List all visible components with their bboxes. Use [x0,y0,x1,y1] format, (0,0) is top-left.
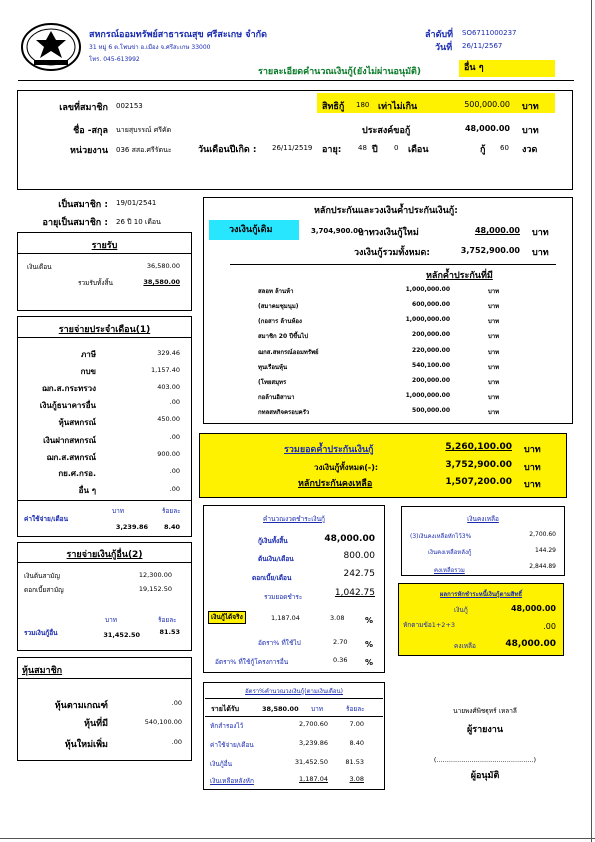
collateral-item-unit: บาท [488,394,500,401]
org-address: 31 หมู่ 6 ต.โพนข่า อ.เมือง จ.ศรีสะเกษ 33000 [89,44,211,51]
installment-total-label: รวมยอดชำระ [264,593,303,601]
new-limit: 48,000.00 [474,226,520,235]
member-unit: 036 สสอ.ศรีรัตนะ [116,146,172,154]
loan-total-pct: 81.53 [159,628,180,636]
expense-value: 1,157.40 [151,366,180,374]
loan-expense-title-line [17,562,192,563]
expense-label: ฌก.ส.กระทรวง [41,384,96,393]
footer-pct: 8.40 [163,523,180,531]
rate-row-value: 1,187.04 [299,775,328,783]
settlement-loan: 48,000.00 [510,604,556,613]
loan-principal-label: เงินต้นสามัญ [24,572,60,580]
rate-table-title: อัตรา%คำนวณวงเงินกู้(ตามเงินเดือน) [245,688,343,695]
collateral-item-value: 200,000.00 [412,331,450,338]
member-age-label: อายุเป็นสมาชิก : [42,218,108,228]
income-total-label: รวมรับทั้งสิ้น [78,279,113,287]
loan-type-badge [459,60,555,77]
requested-amount: 48,000.00 [464,124,510,133]
settlement-deduct: .00 [543,622,556,631]
member-no-label: เลขที่สมาชิก [59,103,108,113]
total-limit-baht: บาท [532,248,549,258]
loan-baht-col: บาท [105,616,118,624]
expense-label: อื่น ๆ [78,486,96,495]
payable-label: เงินกู้ได้จริง [211,613,243,621]
expense-value: 403.00 [157,383,180,391]
rate-other-label: อัตรา% ที่ใช้กู้โครงการอื่น [215,658,289,666]
collateral-divider [230,264,556,265]
salary-label: เงินเดือน [27,263,52,271]
collateral-item-label: สลอท ล้านห้า [258,288,294,295]
right-label: สิทธิกู้ [322,102,345,112]
rate-row-pct: 8.40 [349,739,364,747]
footer-pct-col: ร้อยละ [162,507,181,515]
expense-value: 329.46 [157,349,180,357]
collateral-item-unit: บาท [488,303,500,310]
collateral-item-label: ฌกส.สหกรณ์ออมทรัพย์ [258,349,319,356]
settlement-balance-label: คงเหลือ [454,642,476,650]
settlement-balance: 48,000.00 [505,639,556,649]
page-title: รายละเอียดคำนวณเงินกู้(ยังไม่ผ่านอนุมัติ) [258,67,421,77]
requested-label: ประสงค์ขอกู้ [362,126,411,136]
rate-row-label: เงินกู้อื่น [210,760,233,768]
shares-have-label: หุ้นที่มี [84,719,108,729]
collateral-item-value: 1,000,000.00 [405,316,450,323]
loan-pct-col: ร้อยละ [158,616,177,624]
remaining-row3: 2,844.89 [529,563,556,570]
remaining-money-title: เงินคงเหลือ [467,515,499,523]
page-right-edge [591,0,592,842]
collateral-item-value: 500,000.00 [412,407,450,414]
reporter-name: นายพงศ์พิชฐุทร์ เหลาลี [453,707,517,715]
expense-value: .00 [169,398,180,406]
collateral-item-value: 600,000.00 [412,301,450,308]
installment-interest-label: ดอกเบี้ย/เดือน [252,574,292,582]
logo-seal [20,22,82,72]
income-title-line [17,253,192,254]
header-divider [18,80,574,81]
payable-pct-sign: % [365,616,374,625]
old-limit-baht: บาท [358,228,375,238]
years-label: ปี [372,145,378,155]
borrow-label: กู้ [480,145,486,155]
expense-label: เงินฝากสหกรณ์ [43,436,96,445]
loan-type: อื่น ๆ [464,63,484,73]
member-age: 26 ปี 10 เดือน [116,218,161,226]
collateral-item-unit: บาท [488,409,500,416]
total-limit: 3,752,900.00 [460,246,520,255]
guarantee-all-limit: 3,752,900.00 [445,460,512,470]
rate-row-pct: 3.08 [349,775,364,783]
collateral-item-value: 200,000.00 [412,377,450,384]
expense-label: กบข [80,367,96,376]
shares-add: .00 [171,738,182,746]
org-phone: โทร. 045-613992 [89,56,140,63]
salary-value: 36,580.00 [146,262,180,270]
collateral-item-label: (กอสาร ล้านห้อง [258,318,302,325]
member-since: 19/01/2541 [116,199,157,207]
rate-income-label: รายได้รับ [211,705,240,713]
rate-used-label: อัตรา% ที่ใช้ไป [258,639,301,647]
footer-baht-col: บาท [112,507,125,515]
collateral-item-unit: บาท [488,349,500,356]
requested-baht: บาท [522,126,539,136]
rate-table-header-line [205,716,383,717]
seq-label: ลำดับที่ [425,30,454,40]
rate-other: 0.36 [333,656,348,664]
expense-label: หุ้นสหกรณ์ [58,418,96,427]
expense-value: 450.00 [157,415,180,423]
collateral-item-value: 220,000.00 [412,347,450,354]
collateral-item-unit: บาท [488,318,500,325]
guarantee-all-limit-baht: บาท [524,463,541,473]
collateral-item-label: สมาชิก 20 ปีขึ้นไป [258,333,309,340]
collateral-title: หลักประกันและวงเงินค้ำประกันเงินกู้: [314,206,458,216]
date-value: 26/11/2567 [462,42,503,50]
collateral-item-unit: บาท [488,288,500,295]
shares-criteria-label: หุ้นตามเกณฑ์ [54,701,108,711]
collateral-item-value: 1,000,000.00 [405,392,450,399]
date-label: วันที่ [435,43,453,53]
age-label: อายุ: [322,145,342,155]
loan-expense-title: รายจ่ายเงินกู้อื่น(2) [66,550,143,560]
expense-label: เงินกู้ธนาคารอื่น [39,401,96,410]
rate-other-sign: % [365,658,374,667]
right-value: 180 [356,101,370,109]
shares-title: หุ้นสมาชิก [22,666,63,676]
settlement-title: ผลการหักชำระหนี้เงินกู้ตามสิทธิ์ [439,591,523,598]
guarantee-total: 5,260,100.00 [445,442,512,452]
collateral-item-label: ทุนเรือนหุ้น [258,364,288,371]
payable: 1,187.04 [271,614,300,622]
installment-loan: 48,000.00 [324,534,375,544]
loan-principal: 12,300.00 [138,571,172,579]
collateral-item-unit: บาท [488,379,500,386]
approver-role: ผู้อนุมัติ [470,771,500,781]
max-baht: บาท [522,102,539,112]
right-highlight [317,93,555,113]
months-label: เดือน [408,145,429,155]
shares-criteria: .00 [171,699,182,707]
rate-baht-col: บาท [311,705,324,713]
rate-row-value: 31,452.50 [294,758,328,766]
name-label: ชื่อ -สกุล [73,126,108,136]
total-limit-label: วงเงินกู้รวมทั้งหมด: [354,248,430,258]
new-limit-label: วงเงินกู้ใหม่ [374,228,419,238]
collateral-item-label: กทลสหกิจครอบครัว [258,409,310,416]
expense-value: .00 [169,433,180,441]
expense-label: ภาษี [80,350,96,359]
installments-label: งวด [522,145,538,155]
installment-principal: 800.00 [343,551,375,561]
shares-title-line [17,678,192,679]
rate-row-value: 2,700.60 [299,720,328,728]
installment-title: คำนวณงวดชำระเงินกู้ [263,515,325,523]
income-title: รายรับ [91,241,118,251]
remaining-row1: 2,700.60 [529,531,556,538]
monthly-expense-title: รายจ่ายประจำเดือน(1) [58,325,151,335]
guarantee-remaining: 1,507,200.00 [445,477,512,487]
rate-row-label: หักสำรองไว้ [210,722,244,730]
shares-have: 540,100.00 [144,718,182,726]
rate-pct-col: ร้อยละ [346,705,365,713]
settlement-loan-label: เงินกู้ [454,606,468,614]
loan-total: 31,452.50 [103,631,140,639]
member-name: นายสุบรรณ์ ศรีคัด [116,126,172,134]
installment-loan-label: กู้เงินทั้งสิ้น [258,537,288,545]
unit-label: หน่วยงาน [69,146,108,156]
guarantee-remaining-label: หลักประกันคงเหลือ [298,479,373,489]
expense-value: .00 [169,467,180,475]
settlement-deduct-label: หักตามข้อ1+2+3 [403,621,456,629]
remaining-row1-label: (3)เงินคงเหลือหักไว้3% [410,533,472,540]
guarantee-all-limit-label: วงเงินกู้ทั้งหมด(-): [314,463,379,472]
rate-row-pct: 81.53 [345,758,364,766]
monthly-expense-footer-line [17,500,192,501]
footer-amount: 3,239.86 [115,523,148,531]
collateral-list-title: หลักค้ำประกันที่มี [426,271,493,281]
payable-badge [208,611,246,624]
shares-add-label: หุ้นใหม่เพิ่ม [64,740,108,750]
guarantee-total-label: รวมยอดค้ำประกันเงินกู้ [284,445,374,455]
guarantee-total-baht: บาท [524,445,541,455]
guarantee-remaining-baht: บาท [524,480,541,490]
birth-value: 26/11/2519 [272,144,313,152]
member-no: 002153 [116,102,143,110]
remaining-row2-label: เงินคงเหลือหลังกู้ [428,549,472,556]
rate-row-label: เงินเหลือหลังหัก [210,777,254,785]
age-months: 0 [394,144,399,152]
remaining-row3-label: คงเหลือรวม [434,567,465,574]
collateral-item-label: (สมาคมชุมนุม) [258,303,299,310]
reporter-role: ผู้รายงาน [466,725,504,735]
old-limit: 3,704,900.00 [311,227,363,235]
collateral-item-unit: บาท [488,333,500,340]
max-amount: 500,000.00 [464,100,510,109]
old-limit-label: วงเงินกู้เดิม [229,225,273,235]
expense-label: กย.ศ.กรอ. [58,469,96,478]
expense-value: 900.00 [157,450,180,458]
rate-table-line [205,698,383,699]
rate-used-sign: % [365,640,374,649]
expense-label: ฌก.ส.สหกรณ์ [46,453,96,462]
collateral-item-unit: บาท [488,364,500,371]
new-limit-baht: บาท [532,228,549,238]
expense-value: .00 [169,485,180,493]
age-years: 48 [358,144,367,152]
installment-principal-label: ต้นเงิน/เดือน [258,555,294,563]
installment-total: 1,042.75 [334,588,375,598]
installments: 60 [500,144,509,152]
member-since-label: เป็นสมาชิก : [58,200,108,210]
seq-value: SO6711000237 [462,29,517,37]
footer-label: ค่าใช้จ่าย/เดือน [24,515,69,523]
page-bottom-edge [0,838,595,839]
not-exceed-label: เท่าไม่เกิน [378,102,418,112]
payable-pct: 3.08 [330,614,345,622]
rate-used: 2.70 [333,638,348,646]
collateral-item-label: กอล้านอิสานา [258,394,295,401]
birth-label: วันเดือนปีเกิด : [198,145,257,155]
collateral-item-value: 540,100.00 [412,362,450,369]
org-name: สหกรณ์ออมทรัพย์สาธารณสุข ศรีสะเกษ จำกัด [89,30,267,40]
approver-line: (...............................................) [433,756,537,764]
old-limit-badge [209,220,299,240]
loan-interest: 19,152.50 [138,585,172,593]
loan-interest-label: ดอกเบี้ยสามัญ [24,586,64,594]
rate-row-value: 3,239.86 [299,739,328,747]
collateral-item-value: 1,000,000.00 [405,286,450,293]
loan-total-label: รวมเงินกู้อื่น [24,629,58,637]
rate-row-label: ค่าใช้จ่าย/เดือน [210,741,254,749]
monthly-expense-title-line [17,337,192,338]
rate-row-pct: 7.00 [349,720,364,728]
rate-income: 38,580.00 [262,705,299,713]
remaining-row2: 144.29 [535,547,556,554]
income-total: 38,580.00 [143,278,180,286]
installment-interest: 242.75 [343,569,375,579]
collateral-item-label: (โทยสมุทร [258,379,287,386]
